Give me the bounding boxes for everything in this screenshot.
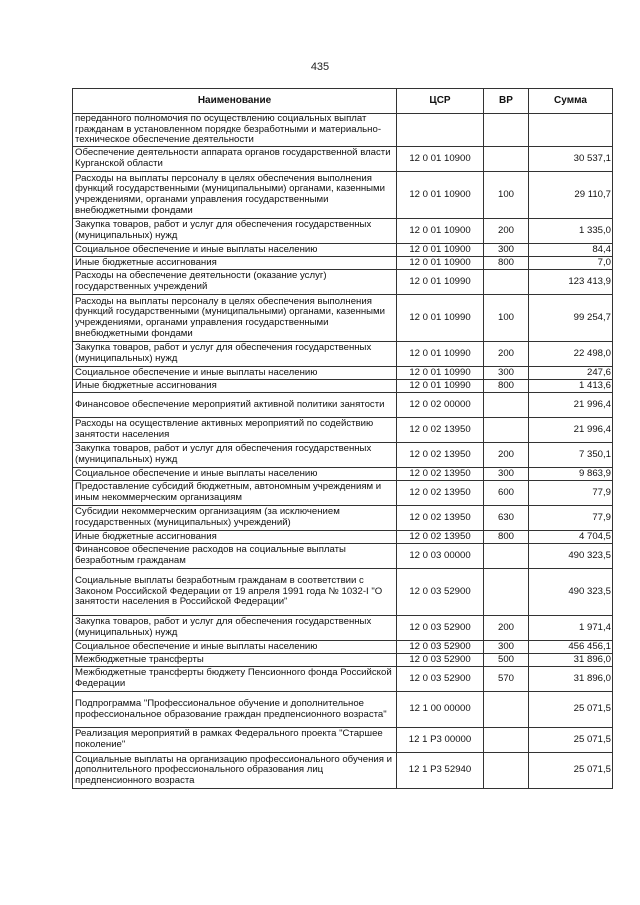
cell-vr: 800 bbox=[484, 257, 529, 270]
cell-name: Социальное обеспечение и иные выплаты населению bbox=[73, 641, 397, 654]
cell-name: Подпрограмма "Профессиональное обучение и дополнительное профессиональное образование граждан предпенсионного возраста" bbox=[73, 692, 397, 728]
table-row bbox=[73, 544, 613, 569]
table-row bbox=[73, 531, 613, 544]
cell-name: Расходы на обеспечение деятельности (оказание услуг) государственных учреждений bbox=[73, 270, 397, 295]
cell-name: Предоставление субсидий бюджетным, автономным учреждениям и иным некоммерческим организациям bbox=[73, 481, 397, 506]
cell-csr bbox=[397, 114, 484, 147]
cell-name: Иные бюджетные ассигнования bbox=[73, 257, 397, 270]
cell-sum: 7,0 bbox=[529, 257, 613, 270]
cell-sum: 456 456,1 bbox=[529, 641, 613, 654]
table-row bbox=[73, 114, 613, 147]
cell-name: Закупка товаров, работ и услуг для обеспечения государственных (муниципальных) нужд bbox=[73, 443, 397, 468]
cell-sum: 77,9 bbox=[529, 481, 613, 506]
cell-csr: 12 0 01 10900 bbox=[397, 147, 484, 172]
budget-table bbox=[72, 88, 613, 789]
table-row bbox=[73, 692, 613, 728]
cell-sum: 4 704,5 bbox=[529, 531, 613, 544]
table-row bbox=[73, 468, 613, 481]
cell-csr: 12 0 02 00000 bbox=[397, 393, 484, 418]
cell-sum: 1 335,0 bbox=[529, 219, 613, 244]
cell-sum: 1 971,4 bbox=[529, 616, 613, 641]
cell-name: Расходы на выплаты персоналу в целях обеспечения выполнения функций государственными (муниципальными) органами, казенными учреждениями, органами управления государственными внебюджетными фондами bbox=[73, 295, 397, 342]
cell-vr bbox=[484, 147, 529, 172]
cell-csr: 12 0 01 10900 bbox=[397, 172, 484, 219]
cell-name: Расходы на выплаты персоналу в целях обеспечения выполнения функций государственными (муниципальными) органами, казенными учреждениями, органами управления государственными внебюджетными фондами bbox=[73, 172, 397, 219]
cell-name: Иные бюджетные ассигнования bbox=[73, 380, 397, 393]
cell-sum: 21 996,4 bbox=[529, 418, 613, 443]
cell-vr: 100 bbox=[484, 295, 529, 342]
cell-vr bbox=[484, 569, 529, 616]
cell-sum: 490 323,5 bbox=[529, 569, 613, 616]
cell-name: Социальное обеспечение и иные выплаты населению bbox=[73, 367, 397, 380]
cell-vr: 800 bbox=[484, 380, 529, 393]
cell-vr: 300 bbox=[484, 367, 529, 380]
cell-sum: 21 996,4 bbox=[529, 393, 613, 418]
table-row bbox=[73, 367, 613, 380]
cell-csr: 12 0 02 13950 bbox=[397, 443, 484, 468]
cell-vr: 200 bbox=[484, 616, 529, 641]
cell-vr: 630 bbox=[484, 506, 529, 531]
cell-vr bbox=[484, 728, 529, 753]
cell-csr: 12 0 02 13950 bbox=[397, 481, 484, 506]
cell-name: Межбюджетные трансферты бюджету Пенсионного фонда Российской Федерации bbox=[73, 667, 397, 692]
table-row bbox=[73, 728, 613, 753]
cell-name: Закупка товаров, работ и услуг для обеспечения государственных (муниципальных) нужд bbox=[73, 219, 397, 244]
table-row bbox=[73, 342, 613, 367]
cell-name: переданного полномочия по осуществлению социальных выплат гражданам в установленном порядке безработными и материально-техническое обеспечение деятельности bbox=[73, 114, 397, 147]
cell-sum: 22 498,0 bbox=[529, 342, 613, 367]
cell-sum: 84,4 bbox=[529, 244, 613, 257]
cell-csr: 12 1 00 00000 bbox=[397, 692, 484, 728]
cell-name: Закупка товаров, работ и услуг для обеспечения государственных (муниципальных) нужд bbox=[73, 616, 397, 641]
cell-vr bbox=[484, 544, 529, 569]
table-row bbox=[73, 244, 613, 257]
cell-name: Межбюджетные трансферты bbox=[73, 654, 397, 667]
cell-vr: 570 bbox=[484, 667, 529, 692]
cell-sum: 25 071,5 bbox=[529, 692, 613, 728]
cell-csr: 12 0 02 13950 bbox=[397, 531, 484, 544]
cell-csr: 12 0 01 10990 bbox=[397, 270, 484, 295]
table-row bbox=[73, 569, 613, 616]
cell-csr: 12 0 03 52900 bbox=[397, 667, 484, 692]
cell-sum: 1 413,6 bbox=[529, 380, 613, 393]
table-row bbox=[73, 667, 613, 692]
table-row bbox=[73, 443, 613, 468]
header-name: Наименование bbox=[73, 89, 397, 114]
cell-sum: 30 537,1 bbox=[529, 147, 613, 172]
cell-name: Социальное обеспечение и иные выплаты населению bbox=[73, 468, 397, 481]
header-csr: ЦСР bbox=[397, 89, 484, 114]
cell-vr: 300 bbox=[484, 244, 529, 257]
table-row bbox=[73, 753, 613, 789]
cell-csr: 12 0 01 10990 bbox=[397, 295, 484, 342]
table-row bbox=[73, 393, 613, 418]
cell-name: Субсидии некоммерческим организациям (за исключением государственных (муниципальных) учреждений) bbox=[73, 506, 397, 531]
cell-sum: 29 110,7 bbox=[529, 172, 613, 219]
cell-vr: 100 bbox=[484, 172, 529, 219]
cell-csr: 12 0 02 13950 bbox=[397, 506, 484, 531]
cell-name: Социальное обеспечение и иные выплаты населению bbox=[73, 244, 397, 257]
cell-csr: 12 0 03 52900 bbox=[397, 641, 484, 654]
cell-sum: 123 413,9 bbox=[529, 270, 613, 295]
table-row bbox=[73, 418, 613, 443]
cell-sum: 99 254,7 bbox=[529, 295, 613, 342]
cell-sum: 7 350,1 bbox=[529, 443, 613, 468]
cell-sum: 247,6 bbox=[529, 367, 613, 380]
cell-name: Реализация мероприятий в рамках Федерального проекта "Старшее поколение" bbox=[73, 728, 397, 753]
table-row bbox=[73, 616, 613, 641]
cell-sum: 9 863,9 bbox=[529, 468, 613, 481]
table-row bbox=[73, 257, 613, 270]
cell-name: Финансовое обеспечение расходов на социальные выплаты безработным гражданам bbox=[73, 544, 397, 569]
table-row bbox=[73, 172, 613, 219]
table-row bbox=[73, 481, 613, 506]
cell-sum: 25 071,5 bbox=[529, 728, 613, 753]
cell-csr: 12 0 03 52900 bbox=[397, 569, 484, 616]
cell-csr: 12 0 01 10900 bbox=[397, 257, 484, 270]
cell-vr: 300 bbox=[484, 641, 529, 654]
cell-csr: 12 0 01 10990 bbox=[397, 380, 484, 393]
cell-csr: 12 1 P3 52940 bbox=[397, 753, 484, 789]
cell-name: Финансовое обеспечение мероприятий активной политики занятости bbox=[73, 393, 397, 418]
cell-vr bbox=[484, 753, 529, 789]
cell-vr: 800 bbox=[484, 531, 529, 544]
cell-name: Социальные выплаты на организацию профессионального обучения и дополнительного профессионального образования лиц предпенсионного возраста bbox=[73, 753, 397, 789]
cell-vr: 600 bbox=[484, 481, 529, 506]
table-row bbox=[73, 380, 613, 393]
cell-name: Обеспечение деятельности аппарата органов государственной власти Курганской области bbox=[73, 147, 397, 172]
cell-csr: 12 0 03 52900 bbox=[397, 654, 484, 667]
cell-csr: 12 0 02 13950 bbox=[397, 418, 484, 443]
cell-name: Расходы на осуществление активных мероприятий по содействию занятости населения bbox=[73, 418, 397, 443]
cell-csr: 12 0 02 13950 bbox=[397, 468, 484, 481]
header-vr: ВР bbox=[484, 89, 529, 114]
cell-csr: 12 0 01 10900 bbox=[397, 219, 484, 244]
cell-vr bbox=[484, 393, 529, 418]
cell-vr bbox=[484, 270, 529, 295]
cell-vr: 200 bbox=[484, 342, 529, 367]
cell-sum bbox=[529, 114, 613, 147]
cell-sum: 77,9 bbox=[529, 506, 613, 531]
cell-name: Закупка товаров, работ и услуг для обеспечения государственных (муниципальных) нужд bbox=[73, 342, 397, 367]
table-row bbox=[73, 270, 613, 295]
table-row bbox=[73, 295, 613, 342]
cell-vr bbox=[484, 692, 529, 728]
table-body bbox=[73, 114, 613, 789]
cell-vr bbox=[484, 114, 529, 147]
cell-name: Иные бюджетные ассигнования bbox=[73, 531, 397, 544]
cell-sum: 25 071,5 bbox=[529, 753, 613, 789]
cell-sum: 490 323,5 bbox=[529, 544, 613, 569]
cell-csr: 12 0 01 10900 bbox=[397, 244, 484, 257]
cell-name: Социальные выплаты безработным гражданам в соответствии с Законом Российской Федерации от 19 апреля 1991 года № 1032-I "О занятости населения в Российской Федерации" bbox=[73, 569, 397, 616]
cell-vr: 500 bbox=[484, 654, 529, 667]
header-sum: Сумма bbox=[529, 89, 613, 114]
table-row bbox=[73, 147, 613, 172]
cell-csr: 12 0 03 00000 bbox=[397, 544, 484, 569]
table-row bbox=[73, 219, 613, 244]
cell-csr: 12 0 01 10990 bbox=[397, 342, 484, 367]
cell-vr: 300 bbox=[484, 468, 529, 481]
cell-vr: 200 bbox=[484, 443, 529, 468]
page-number: 435 bbox=[310, 61, 330, 73]
cell-vr: 200 bbox=[484, 219, 529, 244]
table-row bbox=[73, 654, 613, 667]
cell-vr bbox=[484, 418, 529, 443]
cell-sum: 31 896,0 bbox=[529, 667, 613, 692]
cell-sum: 31 896,0 bbox=[529, 654, 613, 667]
cell-csr: 12 0 03 52900 bbox=[397, 616, 484, 641]
cell-csr: 12 1 P3 00000 bbox=[397, 728, 484, 753]
table-row bbox=[73, 641, 613, 654]
cell-csr: 12 0 01 10990 bbox=[397, 367, 484, 380]
table-header-row bbox=[73, 89, 613, 114]
table-row bbox=[73, 506, 613, 531]
